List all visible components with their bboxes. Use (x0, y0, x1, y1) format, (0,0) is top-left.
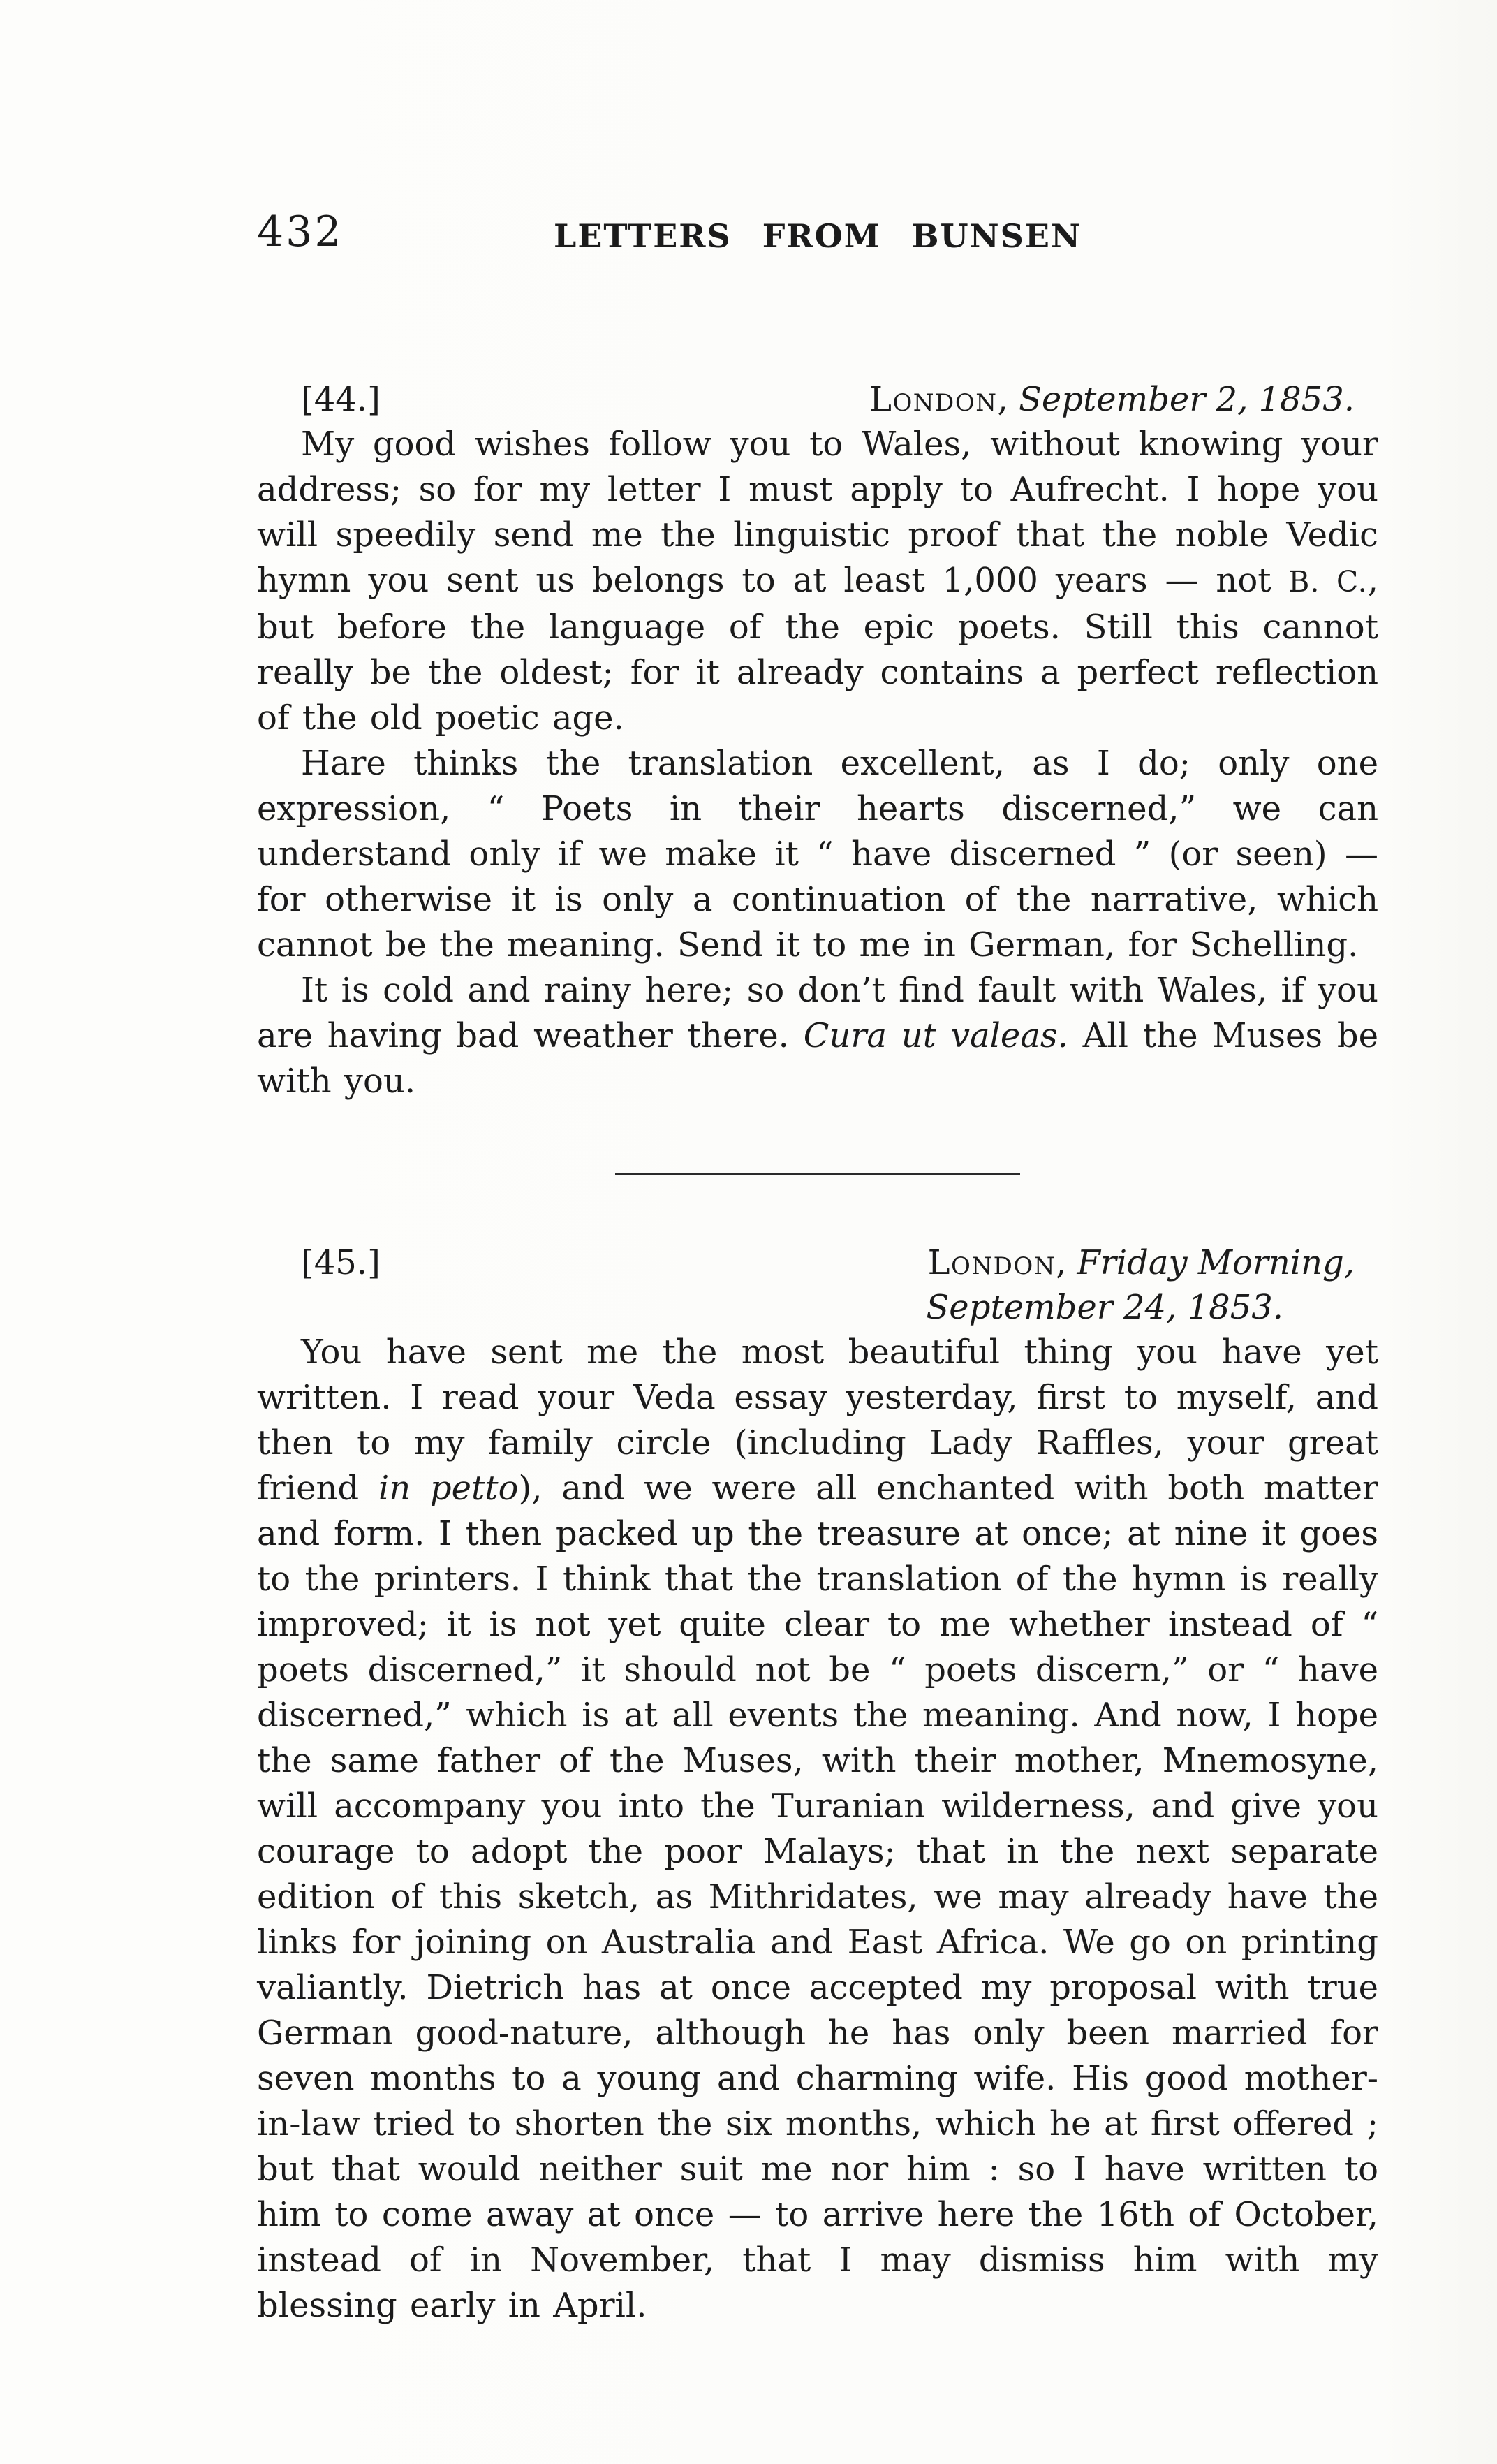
letter-dateline (257, 377, 1378, 422)
letter-dateline (257, 1240, 1378, 1330)
letter-body (257, 422, 1378, 1104)
letter-number: [45.] (301, 1243, 381, 1282)
dateline-line: London, September 2, 1853. (869, 380, 1355, 419)
page-content (257, 207, 1379, 2329)
dateline-line: September 24, 1853. (926, 1288, 1283, 1327)
running-head: LETTERS FROM BUNSEN (553, 217, 1082, 255)
page-header (257, 207, 1378, 258)
page-number: 432 (257, 207, 344, 256)
letter-paragraph: My good wishes follow you to Wales, without knowing your address; so for my letter I must apply to Aufrecht. I hope you will speedily send me the linguistic proof that the noble Vedic hymn you sent us belongs to at least 1,000 years — not B. C., but before the language of the epic poets. Still this cannot really be the oldest; for it already contains a perfect reflection of the old poetic age. (257, 425, 1378, 738)
letter-45-head (257, 1240, 1378, 1330)
letter-paragraph: You have sent me the most beautiful thing you have yet written. I read your Veda essay yesterday, first to myself, and then to my family circle (including Lady Raffles, your great friend in petto), and we were all enchanted with both matter and form. I then packed up the treasure at once; at nine it goes to the printers. I think that the translation of the hymn is really improved; it is not yet quite clear to me whether instead of “ poets discerned,” it should not be “ poets discern,” or “ have discerned,” which is at all events the meaning. And now, I hope the same father of the Muses, with their mother, Mnemosyne, will accompany you into the Turanian wilderness, and give you courage to adopt the poor Malays; that in the next separate edition of this sketch, as Mithridates, we may already have the links for joining on Australia and East Africa. We go on printing valiantly. Dietrich has at once accepted my proposal with true German good-nature, although he has only been married for seven months to a young and charming wife. His good mother-in-law tried to shorten the six months, which he at first offered ; but that would neither suit me nor him : so I have written to him to come away at once — to arrive here the 16th of October, instead of in November, that I may dismiss him with my blessing early in April. (257, 1333, 1378, 2325)
dateline-line: London, Friday Morning, (927, 1243, 1355, 1282)
letter-body (257, 1330, 1378, 2329)
letter-paragraph: Hare thinks the translation excellent, as I do; only one expression, “ Poets in their hearts discerned,” we can understand only if we make it “ have discerned ” (or seen) — for otherwise it is only a continuation of the narrative, which cannot be the meaning. Send it to me in German, for Schelling. (257, 744, 1378, 965)
letter-45-section (257, 1240, 1378, 2329)
section-divider (615, 1173, 1020, 1175)
letter-44-section (257, 377, 1378, 1104)
letter-44-head (257, 377, 1378, 422)
letter-paragraph: It is cold and rainy here; so don’t find fault with Wales, if you are having bad weather there. Cura ut valeas. All the Muses be with you. (257, 971, 1379, 1101)
letter-number: [44.] (301, 380, 381, 419)
